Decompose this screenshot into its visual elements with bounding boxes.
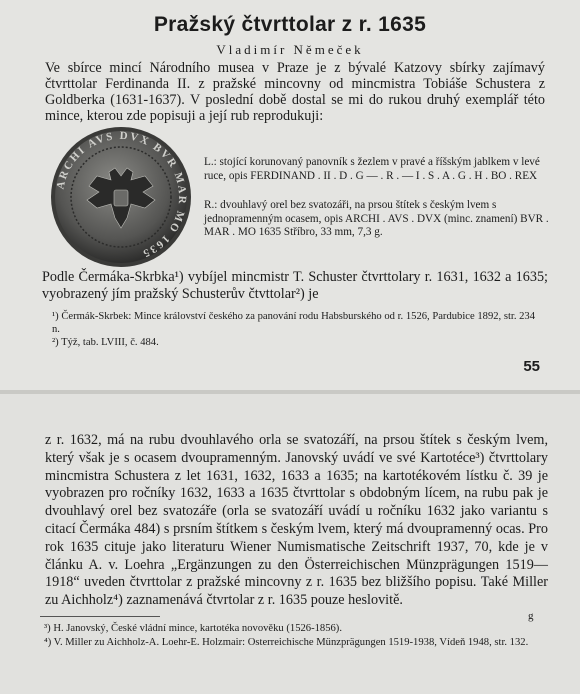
- footnote-2: ²) Týž, tab. LVIII, č. 484.: [52, 337, 159, 348]
- footnote-3: ³) H. Janovský, České vládní mince, kartotéka novověku (1526-1856).: [44, 623, 342, 634]
- footnote-4: ⁴) V. Miller zu Aichholz-A. Loehr-E. Holzmair: Osterreichische Münzprägungen 1519-1938, Vídeň 1948, str. 132.: [44, 637, 529, 648]
- author-name: Vladimír Němeček: [216, 42, 364, 57]
- signature-mark: g: [528, 610, 534, 622]
- continuation-paragraph: z r. 1632, má na rubu dvouhlavého orla se svatozáří, na prsou štítek s českým lvem, který však je s ocasem dvoupramenným. Janovský uvádí ve své Kartotéce³) čtvrttolary mincmistra Schustera z let 1631, 1632, 1633 a 1635; na kartotékovém lístku č. 39 je vyobrazen pro ročníky 1632, 1633 a 1635 čtvrttolar s obdobným lícem, na rubu pak je dvouhlavý orel bez svatozáře (orla se svatozáří uvádí u ročníku 1632 jako variantu s citací Čermáka 484) s prsním štítkem s českým lvem, který má dvoupramenný ocas. Pro rok 1635 cituje jako literaturu Wiener Numismatische Zeitschrift 1937, 70, kde je v článku A. v. Loehra „Ergänzungen zu den Österreichischen Münzprägungen 1519—1918“ uveden čtvrttolar z pražské mincovny z r. 1635 bez bližšího popisu. Také Miller zu Aichholz⁴) zaznamenává čtvrtolar z r. 1635 pouze heslovitě.: [45, 432, 548, 609]
- footnote-separator: [40, 616, 160, 617]
- second-paragraph: Podle Čermáka-Skrbka¹) vybíjel mincmistr T. Schuster čtvrttolary r. 1631, 1632 a 1635; vyobrazený jím pražský Schusterův čtvttolar²) je: [42, 269, 548, 302]
- lower-page: [0, 394, 580, 694]
- intro-paragraph: Ve sbírce mincí Národního musea v Praze je z bývalé Katzovy sbírky zajímavý čtvrttolar Ferdinanda II. z pražské mincovny od mincmistra Tobiáše Schustera z Goldberka (1631-1637). V poslední době dostal se mi do rukou druhý exemplář této mince, kterou zde popisuji a její rub reprodukuji:: [45, 60, 545, 124]
- obverse-description: L.: stojící korunovaný panovník s žezlem v pravé a říšským jablkem v levé ruce, opis FERDINAND . II . D . G — . R . — I . S . A . G . H . BO . REX: [204, 156, 540, 182]
- article-title: Pražský čtvrttolar z r. 1635: [153, 13, 427, 36]
- footnote-1: ¹) Čermák-Skrbek: Mince království českého za panování rodu Habsburského od r. 1526, Pardubice 1892, str. 234 n.: [52, 311, 536, 335]
- coin-legend: ARCHI AVS DVX BVR MAR MO 1635: [54, 129, 189, 260]
- reverse-description: R.: dvouhlavý orel bez svatozáři, na prsou štítek s českým lvem s jednopramenným ocasem, opis ARCHI . AVS . DVX (minc. znamení) BVR . MAR . MO 1635 Stříbro, 33 mm, 7,3 g.: [204, 199, 549, 238]
- page-number: 55: [523, 358, 540, 375]
- coin-image: [50, 126, 192, 268]
